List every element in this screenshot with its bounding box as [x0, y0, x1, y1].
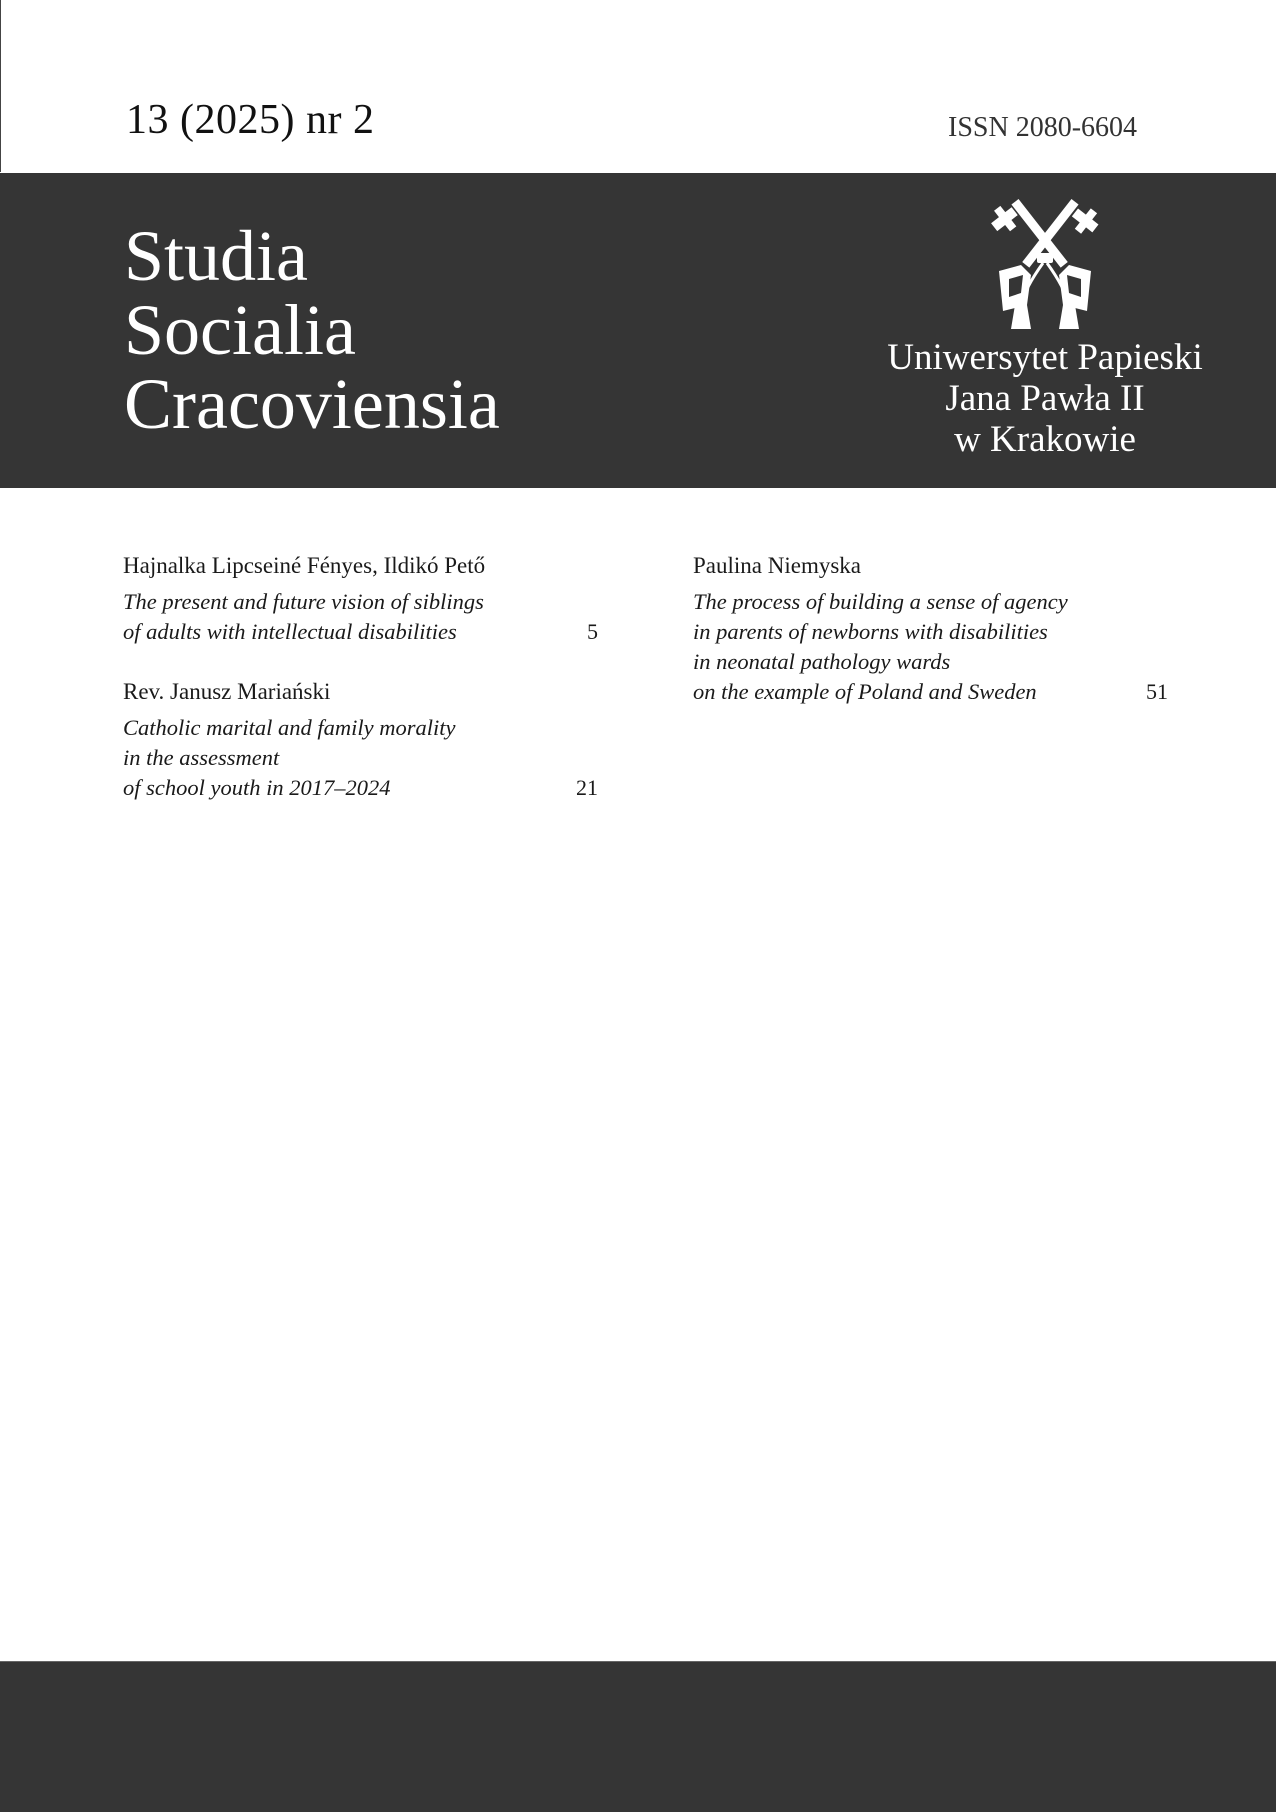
- entry-author: Hajnalka Lipcseiné Fényes, Ildikó Pető: [123, 553, 486, 578]
- contents-entry[interactable]: [123, 677, 598, 803]
- entry-author: Paulina Niemyska: [693, 553, 861, 578]
- contents-entry[interactable]: [123, 551, 598, 647]
- issn: ISSN 2080-6604: [948, 112, 1138, 143]
- publisher-name-line: Jana Pawła II: [945, 378, 1145, 419]
- header-band: [0, 173, 1276, 488]
- entry-page-number: 21: [576, 775, 598, 800]
- publisher-name-line: Uniwersytet Papieski: [887, 337, 1203, 378]
- contents-entry[interactable]: [693, 551, 1168, 707]
- entry-title-line: The process of building a sense of agency: [693, 589, 1068, 614]
- entry-title: [693, 587, 1168, 707]
- entry-title-line: of school youth in 2017–2024: [123, 775, 391, 800]
- entry-title-line: on the example of Poland and Sweden: [693, 679, 1037, 704]
- entry-page-number: 51: [1146, 679, 1168, 704]
- footer-band: [0, 1661, 1276, 1812]
- publisher-block: [880, 193, 1210, 460]
- entry-title: [123, 713, 598, 803]
- entry-title-line: in the assessment: [123, 745, 280, 770]
- journal-title: [124, 216, 500, 444]
- contents-left-column: [123, 551, 598, 833]
- issue-number: 13 (2025) nr 2: [126, 97, 375, 143]
- entry-title-line: of adults with intellectual disabilities: [123, 619, 457, 644]
- contents-right-column: [693, 551, 1168, 737]
- entry-title: [123, 587, 598, 647]
- journal-title-line: Cracoviensia: [124, 364, 500, 444]
- entry-title-line: The present and future vision of siblings: [123, 589, 484, 614]
- entry-title-line: in parents of newborns with disabilities: [693, 619, 1048, 644]
- left-edge-rule: [0, 0, 1, 172]
- entry-page-number: 5: [587, 619, 598, 644]
- journal-title-line: Socialia: [124, 290, 356, 370]
- publisher-name-line: w Krakowie: [954, 419, 1136, 460]
- publisher-name: [880, 337, 1210, 460]
- journal-title-line: Studia: [124, 216, 309, 296]
- crossed-keys-icon: [985, 193, 1105, 333]
- entry-author: Rev. Janusz Mariański: [123, 679, 331, 704]
- entry-title-line: in neonatal pathology wards: [693, 649, 951, 674]
- entry-title-line: Catholic marital and family morality: [123, 715, 456, 740]
